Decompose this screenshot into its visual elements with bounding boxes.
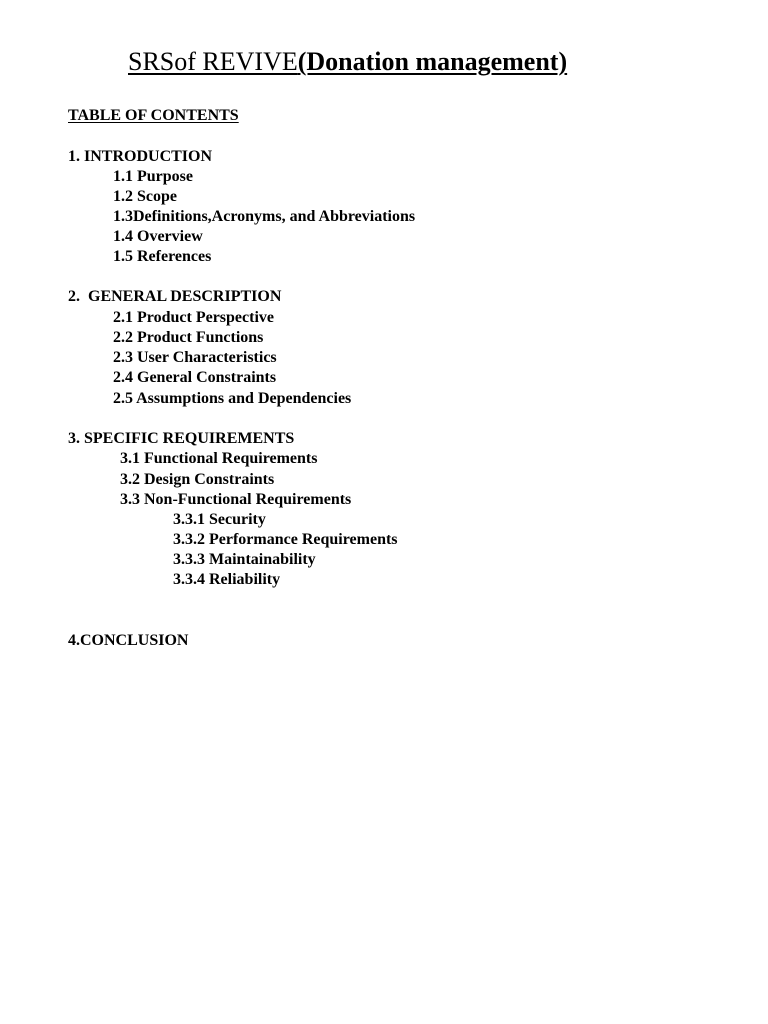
toc-item-3-2: 3.2 Design Constraints xyxy=(120,471,275,488)
toc-item-1-5: 1.5 References xyxy=(113,248,212,265)
toc-subitem-3-3-2: 3.3.2 Performance Requirements xyxy=(173,531,398,548)
toc-section-1: 1. INTRODUCTION xyxy=(68,148,213,165)
toc-item-2-5: 2.5 Assumptions and Dependencies xyxy=(113,390,352,407)
toc-heading: TABLE OF CONTENTS xyxy=(68,107,239,124)
toc-item-1-1: 1.1 Purpose xyxy=(113,168,193,185)
toc-item-2-3: 2.3 User Characteristics xyxy=(113,349,277,366)
toc-item-1-2: 1.2 Scope xyxy=(113,188,177,205)
toc-item-2-2: 2.2 Product Functions xyxy=(113,329,264,346)
toc-item-2-4: 2.4 General Constraints xyxy=(113,369,277,386)
toc-subitem-3-3-4: 3.3.4 Reliability xyxy=(173,571,281,588)
toc-item-1-3: 1.3Definitions,Acronyms, and Abbreviations xyxy=(113,208,416,225)
title-paren: (Donation management) xyxy=(297,47,568,76)
toc-item-3-1: 3.1 Functional Requirements xyxy=(120,450,318,467)
title-underline-lead xyxy=(68,46,128,78)
toc-subitem-3-3-1: 3.3.1 Security xyxy=(173,511,266,528)
document-title xyxy=(68,46,567,78)
toc-item-2-1: 2.1 Product Perspective xyxy=(113,309,274,326)
toc-subitem-3-3-3: 3.3.3 Maintainability xyxy=(173,551,316,568)
toc-section-3: 3. SPECIFIC REQUIREMENTS xyxy=(68,430,295,447)
toc-section-2: 2. GENERAL DESCRIPTION xyxy=(68,288,282,305)
toc-item-1-4: 1.4 Overview xyxy=(113,228,203,245)
title-main: SRSof REVIVE xyxy=(128,47,298,76)
toc-section-4: 4.CONCLUSION xyxy=(68,632,189,649)
toc-item-3-3: 3.3 Non-Functional Requirements xyxy=(120,491,352,508)
